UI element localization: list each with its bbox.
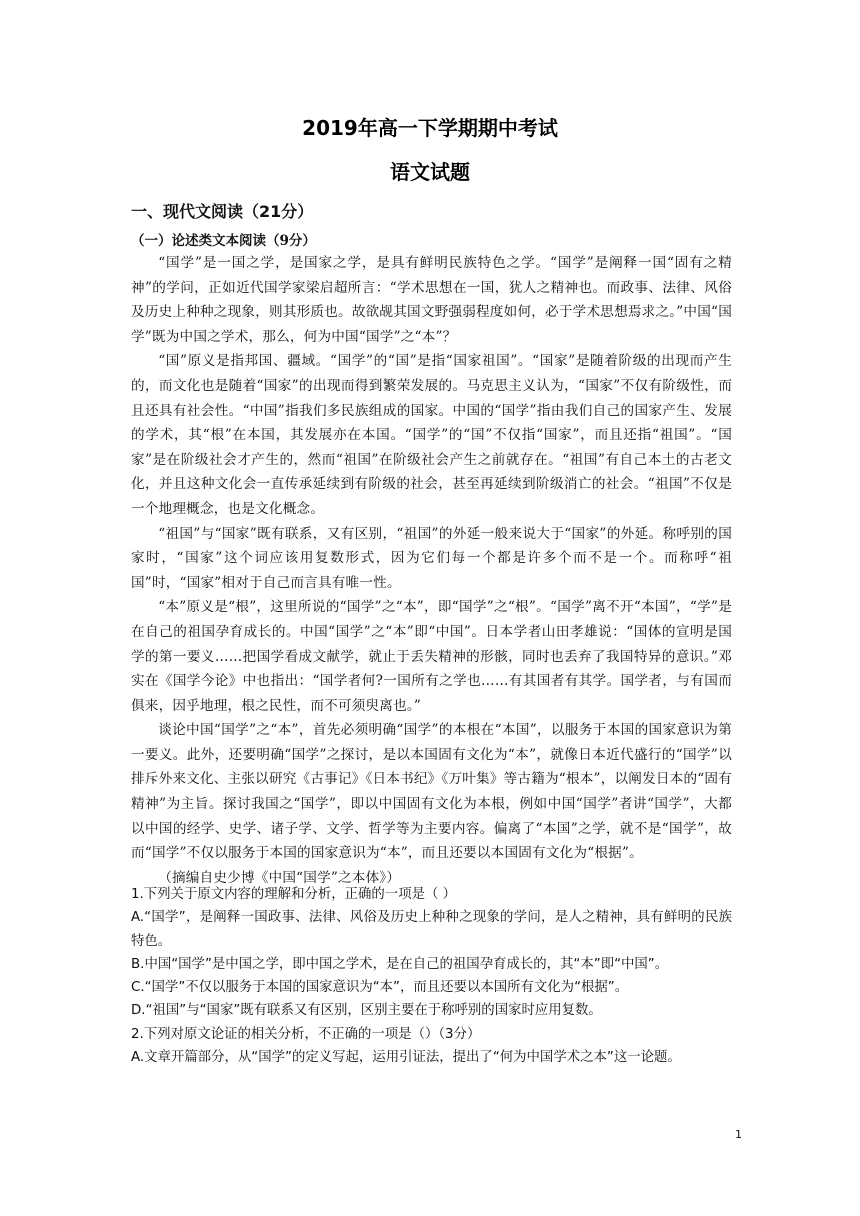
section-heading: 一、现代文阅读（21分） (131, 202, 314, 221)
question-option: C.“国学”不仅以服务于本国的国家意识为“本”，而且还要以本国所有文化为“根据”。 (131, 980, 629, 996)
questions-block (131, 883, 732, 1069)
passage-paragraph: “国”原义是指邦国、疆域。“国学”的“国”是指“国家祖国”。“国家”是随着阶级的出现而产生的，而文化也是随着“国家”的出现而得到繁荣发展的。马克思主义认为，“国家”不仅有阶级性，而且还具有社会性。“中国”指我们多民族组成的国家。中国的“国学”指由我们自己的国家产生、发展的学术，其“根”在本国，其发展亦在本国。“国学”的“国”不仅指“国家”，而且还指“祖国”。“国家”是在阶级社会才产生的，然而“祖国”在阶级社会产生之前就存在。“祖国”有自己本土的古老文化，并且这种文化会一直传承延续到有阶级的社会，甚至再延续到阶级消亡的社会。“祖国”不仅是一个地理概念，也是文化概念。 (131, 353, 732, 517)
passage-paragraph: “国学”是一国之学，是国家之学，是具有鲜明民族特色之学。“国学”是阐释一国“固有之精神”的学问，正如近代国学家梁启超所言：“学术思想在一国，犹人之精神也。而政事、法律、风俗及历史上种种之现象，则其形质也。故欲觇其国文野强弱程度如何，必于学术思想焉求之。”中国“国学”既为中国之学术，那么，何为中国“国学”之“本”？ (131, 255, 732, 345)
passage-paragraph: 谈论中国“国学”之“本”，首先必须明确“国学”的本根在“本国”，以服务于本国的国家意识为第一要义。此外，还要明确“国学”之探讨，是以本国固有文化为“本”，就像日本近代盛行的“国学”以排斥外来文化、主张以研究《古事记》《日本书纪》《万叶集》等古籍为“根本”，以阐发日本的“固有精神”为主旨。探讨我国之“国学”，即以中国固有文化为本根，例如中国“国学”者讲“国学”，大都以中国的经学、史学、诸子学、文学、哲学等为主要内容。偏离了“本国”之学，就不是“国学”，故而“国学”不仅以服务于本国的国家意识为“本”，而且还要以本国固有文化为“根据”。 (131, 722, 732, 862)
question-option: B.中国“国学”是中国之学，即中国之学术，是在自己的祖国孕育成长的，其“本”即“中国”。 (131, 956, 669, 972)
question-stem: 1.下列关于原文内容的理解和分析，正确的一项是（ ） (131, 887, 457, 902)
question-option: A.“国学”，是阐释一国政事、法律、风俗及历史上种种之现象的学问，是人之精神，具有鲜明的民族特色。 (131, 910, 732, 949)
passage-paragraph: “祖国”与“国家”既有联系，又有区别，“祖国”的外延一般来说大于“国家”的外延。称呼别的国家时，“国家”这个词应该用复数形式，因为它们每一个都是许多个而不是一个。而称呼“祖国”时，“国家”相对于自己而言具有唯一性。 (131, 525, 732, 591)
question-option: D.“祖国”与“国家”既有联系又有区别，区别主要在于称呼别的国家时应用复数。 (131, 1003, 602, 1019)
page-number: 1 (735, 1128, 742, 1141)
reading-passage (131, 251, 732, 890)
subsection-heading: （一）论述类文本阅读（9分） (131, 233, 316, 249)
exam-title: 2019年高一下学期期中考试 (302, 116, 558, 140)
exam-subtitle: 语文试题 (390, 160, 470, 184)
passage-paragraph: “本”原义是“根”，这里所说的“国学”之“本”，即“国学”之“根”。“国学”离不开“本国”，“学”是在自己的祖国孕育成长的。中国“国学”之“本”即“中国”。日本学者山田孝雄说：“国体的宣明是国学的第一要义……把国学看成文献学，就止于丢失精神的形骸，同时也丢弃了我国特异的意识。”邓实在《国学今论》中也指出：“国学者何?一国所有之学也……有其国者有其学。国学者，与有国而俱来，因乎地理，根之民性，而不可须臾离也。” (131, 599, 732, 714)
passage-source: （摘编自史少博《中国“国学”之本体》） (158, 869, 401, 886)
question-option: A.文章开篇部分，从“国学”的定义写起，运用引证法，提出了“何为中国学术之本”这一论题。 (131, 1050, 681, 1066)
question-stem: 2.下列对原文论证的相关分析，不正确的一项是（）（3分） (131, 1026, 481, 1042)
